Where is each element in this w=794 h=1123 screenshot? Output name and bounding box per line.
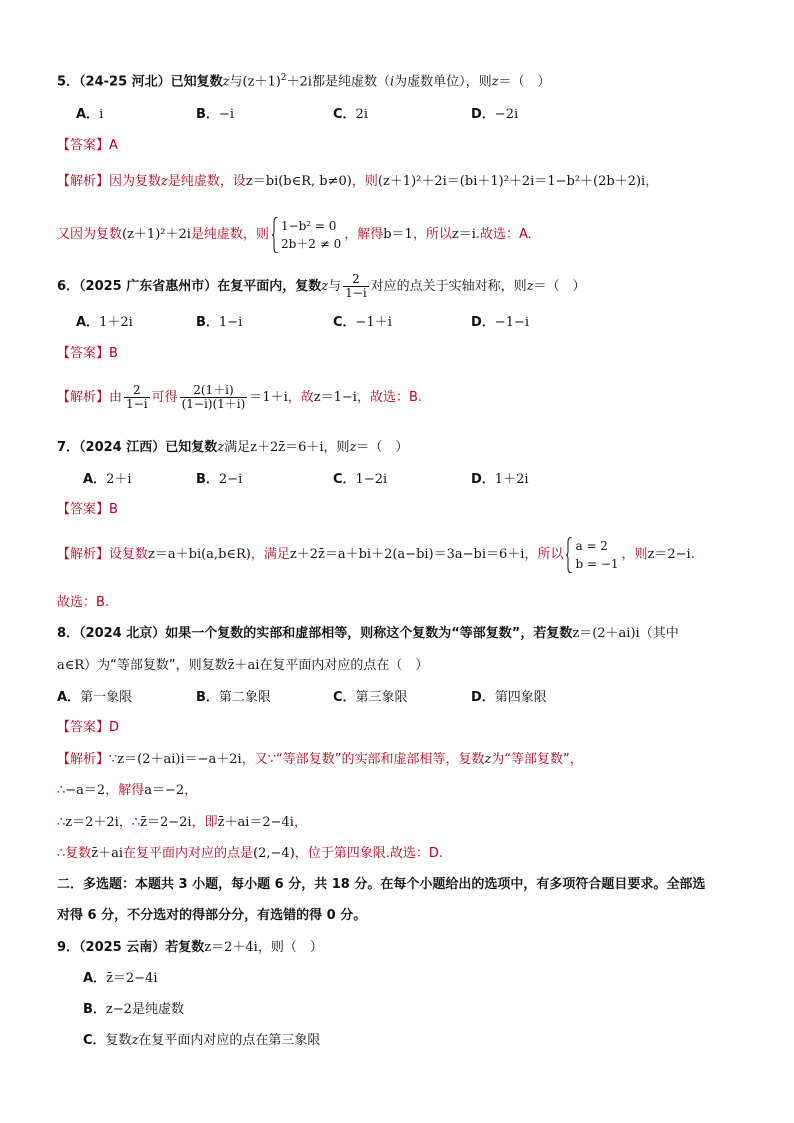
fraction: $\frac{2}{1-i}$: [345, 272, 367, 300]
q7-option-a: A．2＋i: [83, 472, 132, 487]
left-brace-icon: [566, 537, 572, 573]
q7-analysis-line1: 【解析】设复数z＝a＋bi(a,b∈R)，满足z＋2z̄＝a＋bi＋2(a−bi)＝3a−bi＝6＋i，所以 a = 2 b = −1 ，则z＝2−i.: [57, 538, 695, 571]
q6-stem: 6．（2025 广东省惠州市）在复平面内，复数z与 $\frac{2}{1-i}$ 对应的点关于实轴对称，则z＝（ ）: [57, 272, 586, 300]
q6-option-b: B．1−i: [196, 315, 243, 330]
q5-stem: 5．（24-25 河北）已知复数z与$(z+1)^2+2i$都是纯虚数（i为虚数单位），则z＝（ ）: [57, 73, 551, 90]
section-heading-line2: 对得 6 分，不分选对的得部分分，有选错的得 0 分。: [57, 908, 367, 923]
q5-option-a: A．i: [76, 107, 104, 122]
q6-head: 6．（2025 广东省惠州市）在复平面内，复数: [57, 279, 322, 294]
q8-analysis-line1: 【解析】∵z＝(2＋ai)i＝−a＋2i，又∵“等部复数”的实部和虚部相等，复数z为“等部复数”，: [57, 752, 583, 767]
q7-analysis-line2: 故选：B.: [57, 595, 110, 610]
q6-answer: 【答案】B: [57, 346, 118, 361]
fraction: $\frac{2(1+i)}{(1-i)(1+i)}$: [181, 383, 246, 411]
q7-head: 7．（2024 江西）已知复数: [57, 440, 218, 455]
q8-option-a: A．第一象限: [57, 690, 133, 705]
q9-stem: 9．（2025 云南）若复数z＝2＋4i，则（ ）: [57, 940, 323, 955]
q9-option-b: B．z−2是纯虚数: [83, 1002, 184, 1017]
q8-analysis-line2: ∴−a＝2，解得a＝−2，: [57, 783, 198, 798]
q7-option-c: C．1−2i: [333, 472, 388, 487]
q8-option-c: C．第三象限: [333, 690, 408, 705]
q7-answer: 【答案】B: [57, 502, 118, 517]
q7-stem: 7．（2024 江西）已知复数z满足z＋2z̄＝6＋i，则z＝（ ）: [57, 440, 409, 455]
q8-analysis-line4: ∴复数z̄＋ai在复平面内对应的点是(2,−4)，位于第四象限.故选：D.: [57, 846, 444, 861]
q9-head: 9．（2025 云南）若复数: [57, 940, 205, 955]
q6-option-d: D．−1−i: [471, 315, 530, 330]
q8-option-d: D．第四象限: [471, 690, 547, 705]
q5-option-b: B．−i: [196, 107, 234, 122]
q5-analysis-line1: 【解析】因为复数z是纯虚数，设z＝bi(b∈R, b≠0)，则(z＋1)²＋2i＝(bi＋1)²＋2i＝1−b²＋(2b＋2)i，: [57, 174, 659, 189]
q8-analysis-line3: ∴z＝2＋2i，∴z̄＝2−2i，即z̄＋ai＝2−4i，: [57, 815, 307, 830]
q5-option-c: C．2i: [333, 107, 368, 122]
section-heading-line1: 二．多选题：本题共 3 小题，每小题 6 分，共 18 分。在每个小题给出的选项中，有多项符合题目要求。全部选: [57, 877, 706, 892]
q9-option-a: A．z̄＝2−4i: [83, 971, 158, 986]
q8-head: 8．（2024 北京）如果一个复数的实部和虚部相等，则称这个复数为“等部复数”，若复数: [57, 626, 573, 641]
q6-option-a: A．1＋2i: [76, 315, 133, 330]
q5-head: 5．（24-25 河北）已知复数: [57, 74, 223, 90]
q7-option-d: D．1＋2i: [471, 472, 529, 487]
q7-equation-system: a = 2 b = −1: [566, 537, 618, 573]
q7-option-b: B．2−i: [196, 472, 243, 487]
q8-answer: 【答案】D: [57, 720, 120, 735]
fraction: $\frac{2}{1-i}$: [126, 383, 148, 411]
q6-option-c: C．−1＋i: [333, 315, 392, 330]
q8-stem-line1: 8．（2024 北京）如果一个复数的实部和虚部相等，则称这个复数为“等部复数”，若复数z＝(2＋ai)i（其中: [57, 626, 679, 641]
q5-option-d: D．−2i: [471, 107, 519, 122]
left-brace-icon: [272, 217, 278, 253]
q6-analysis: 【解析】由 $\frac{2}{1-i}$ 可得 $\frac{2(1+i)}{(1-i)(1+i)}$ ＝1＋i，故z＝1−i，故选：B.: [57, 383, 423, 411]
q5-answer: 【答案】A: [57, 138, 118, 153]
q8-option-b: B．第二象限: [196, 690, 271, 705]
q5-analysis-line2: 又因为复数(z＋1)²＋2i是纯虚数，则 1−b² = 0 2b＋2 ≠ 0 ，解得b＝1，所以z＝i.故选：A.: [57, 218, 532, 251]
q9-option-c: C．复数z在复平面内对应的点在第三象限: [83, 1033, 321, 1048]
q8-stem-line2: a∈R）为“等部复数”，则复数z̄＋ai在复平面内对应的点在（ ）: [57, 658, 429, 673]
q5-equation-system: 1−b² = 0 2b＋2 ≠ 0: [272, 217, 341, 253]
